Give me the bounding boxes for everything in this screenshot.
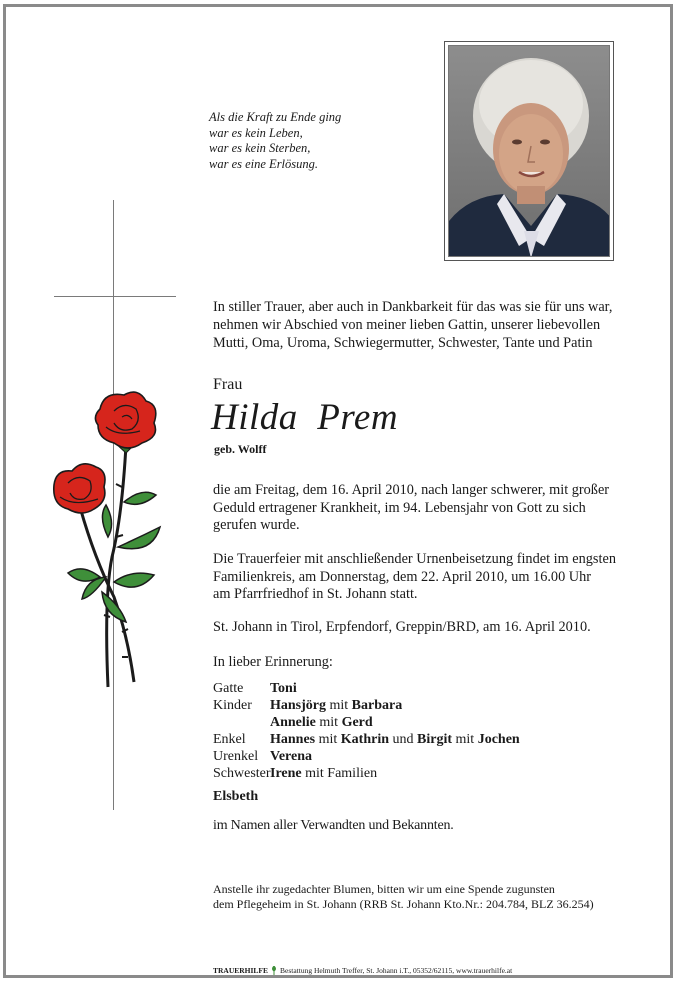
family-row-gatte: Gatte Toni [213, 681, 297, 696]
family-list [213, 680, 520, 782]
footer-brand: TRAUERHILFE [213, 966, 269, 975]
intro-paragraph: In stiller Trauer, aber auch in Dankbarkeit für das was sie für uns war, nehmen wir Abschied von meiner lieben Gattin, unserer liebevollen Mutti, Oma, Uroma, Schwiegermutter, Schwester, Tante und Patin [213, 299, 613, 351]
footer-text: Bestattung Helmuth Treffer, St. Johann i.T., 05352/62115, www.trauerhilfe.at [280, 966, 513, 975]
family-elsbeth: Elsbeth [213, 789, 259, 804]
cross-horizontal-line-icon [54, 296, 176, 297]
funeral-paragraph: Die Trauerfeier mit anschließender Urnenbeisetzung findet im engsten Familienkreis, am Donnerstag, dem 22. April 2010, um 16.00 Uhr am Pfarrfriedhof in St. Johann statt. [213, 551, 616, 602]
closing-line: im Namen aller Verwandten und Bekannten. [213, 818, 454, 833]
place-date: St. Johann in Tirol, Erpfendorf, Greppin/BRD, am 16. April 2010. [213, 619, 591, 635]
trauerhilfe-logo-icon [270, 966, 278, 975]
family-row-urenkel: Urenkel Verena [213, 749, 312, 764]
family-row-kinder: Kinder Hansjörg mit Barbara [213, 698, 403, 713]
portrait-image [449, 46, 610, 257]
family-row-enkel: Enkel Hannes mit Kathrin und Birgit mit Jochen [213, 732, 520, 747]
death-paragraph: die am Freitag, dem 16. April 2010, nach langer schwerer, mit großer Geduld ertragener Krankheit, im 94. Lebensjahr von Gott zu sich gerufen wurde. [213, 482, 610, 533]
obituary-card [3, 4, 673, 978]
footer [213, 966, 512, 975]
poem [209, 110, 429, 172]
poem-line: Als die Kraft zu Ende ging [209, 110, 342, 124]
donation-note: Anstelle ihr zugedachter Blumen, bitten wir um eine Spende zugunsten dem Pflegeheim in St. Johann (RRB St. Johann Kto.Nr.: 204.784, BLZ 36.254) [213, 882, 594, 911]
poem-line: war es kein Sterben, [209, 141, 311, 155]
portrait-photo [444, 41, 614, 261]
deceased-name: Hilda Prem [211, 397, 399, 438]
family-row-schwester: Schwester Irene mit Familien [213, 766, 378, 781]
maiden-name: geb. Wolff [214, 442, 267, 456]
family-row-kinder-2: Annelie mit Gerd [270, 715, 373, 730]
salutation: Frau [213, 376, 243, 393]
red-rose-illustration [42, 387, 172, 697]
poem-line: war es eine Erlösung. [209, 156, 319, 171]
memory-heading: In lieber Erinnerung: [213, 654, 333, 670]
poem-line: war es kein Leben, [209, 125, 303, 140]
